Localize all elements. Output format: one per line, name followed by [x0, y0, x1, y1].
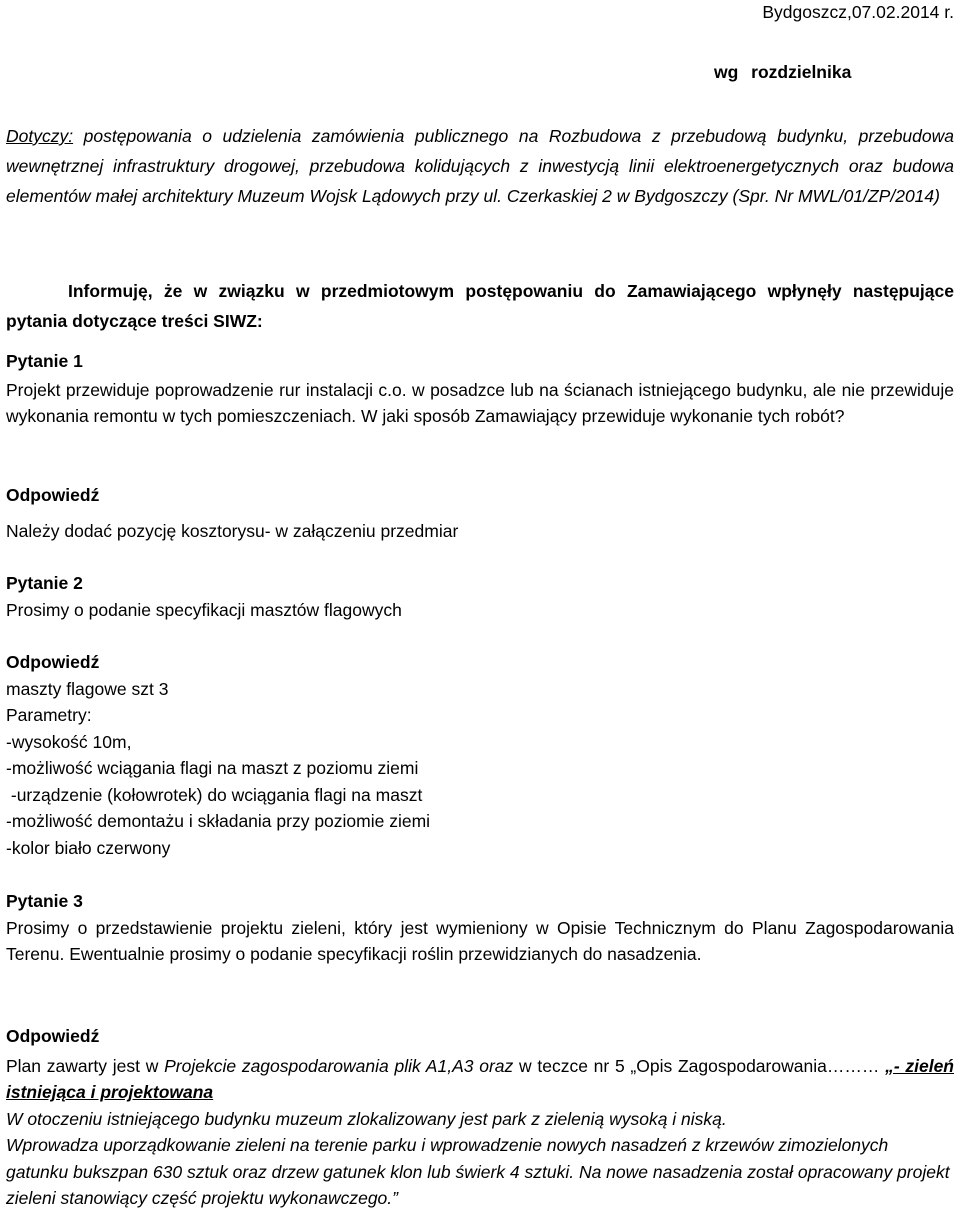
- answer-3: [6, 1023, 954, 1212]
- subject-text: postępowania o udzielenia zamówienia publicznego na Rozbudowa z przebudową budynku, przebudowa wewnętrznej infrastruktury drogowej, przebudowa kolidujących z inwestycją linii elektroenergetycznych oraz budowa elementów małej architektury Muzeum Wojsk Lądowych przy ul. Czerkaskiej 2 w Bydgoszczy (Spr. Nr MWL/01/ZP/2014): [6, 126, 954, 206]
- question-text: Prosimy o podanie specyfikacji masztów flagowych: [6, 599, 402, 620]
- answer-line: Parametry:: [6, 705, 92, 725]
- document-date: Bydgoszcz,07.02.2014 r.: [762, 2, 954, 22]
- answer-line: -kolor biało czerwony: [6, 837, 171, 858]
- answer-line: Wprowadza uporządkowanie zieleni na terenie parku i wprowadzenie nowych nasadzeń z krzewów zimozielonych gatunku bukszpan 630 sztuk oraz drzew gatunek klon lub świerk 4 sztuki. Na nowe nasadzenia został opracowany projekt zieleni stanowiący część projektu wykonawczego.”: [6, 1135, 950, 1208]
- distribution-note: wg rozdzielnika: [714, 62, 852, 82]
- answer-text: Należy dodać pozycję kosztorysu- w załączeniu przedmiar: [6, 520, 459, 541]
- answer-title: Odpowiedź: [6, 1026, 100, 1046]
- answer-emphasis: „- zieleń istniejąca i projektowana: [6, 1055, 954, 1102]
- answer-italic-text: Projekcie zagospodarowania plik A1,A3 oraz: [164, 1055, 514, 1076]
- question-1: [6, 348, 954, 430]
- question-title: Pytanie 2: [6, 573, 83, 593]
- question-title: Pytanie 3: [6, 891, 83, 911]
- answer-line: -możliwość demontażu i składania przy poziomie ziemi: [6, 811, 431, 831]
- answer-paragraph: [6, 1053, 954, 1106]
- answer-text: Plan zawarty jest w: [6, 1055, 165, 1076]
- answer-text: w teczce nr 5 „Opis Zagospodarowania………: [513, 1055, 886, 1076]
- answer-line: -wysokość 10m,: [6, 731, 132, 752]
- answer-1: [6, 482, 954, 544]
- question-2: [6, 570, 954, 623]
- intro-paragraph: Informuję, że w związku w przedmiotowym postępowaniu do Zamawiającego wpłynęły następujące pytania dotyczące treści SIWZ:: [6, 281, 954, 331]
- subject-label: Dotyczy:: [6, 126, 74, 146]
- answer-line: maszty flagowe szt 3: [6, 678, 169, 699]
- answer-line: -możliwość wciągania flagi na maszt z poziomu ziemi: [6, 758, 419, 778]
- question-title: Pytanie 1: [6, 351, 83, 371]
- question-text: Projekt przewiduje poprowadzenie rur instalacji c.o. w posadzce lub na ścianach istniejącego budynku, ale nie przewiduje wykonania remontu w tych pomieszczeniach. W jaki sposób Zamawiający przewiduje wykonanie tych robót?: [6, 379, 954, 426]
- subject-paragraph: [6, 121, 954, 211]
- answer-2: [6, 649, 954, 861]
- answer-line: -urządzenie (kołowrotek) do wciągania flagi na maszt: [6, 784, 423, 805]
- answer-title: Odpowiedź: [6, 485, 100, 505]
- question-text: Prosimy o przedstawienie projektu zieleni, który jest wymieniony w Opisie Technicznym do Planu Zagospodarowania Terenu. Ewentualnie prosimy o podanie specyfikacji roślin przewidzianych do nasadzenia.: [6, 917, 954, 964]
- answer-line: W otoczeniu istniejącego budynku muzeum zlokalizowany jest park z zielenią wysoką i niską.: [6, 1108, 727, 1129]
- question-3: [6, 888, 954, 968]
- answer-title: Odpowiedź: [6, 652, 100, 672]
